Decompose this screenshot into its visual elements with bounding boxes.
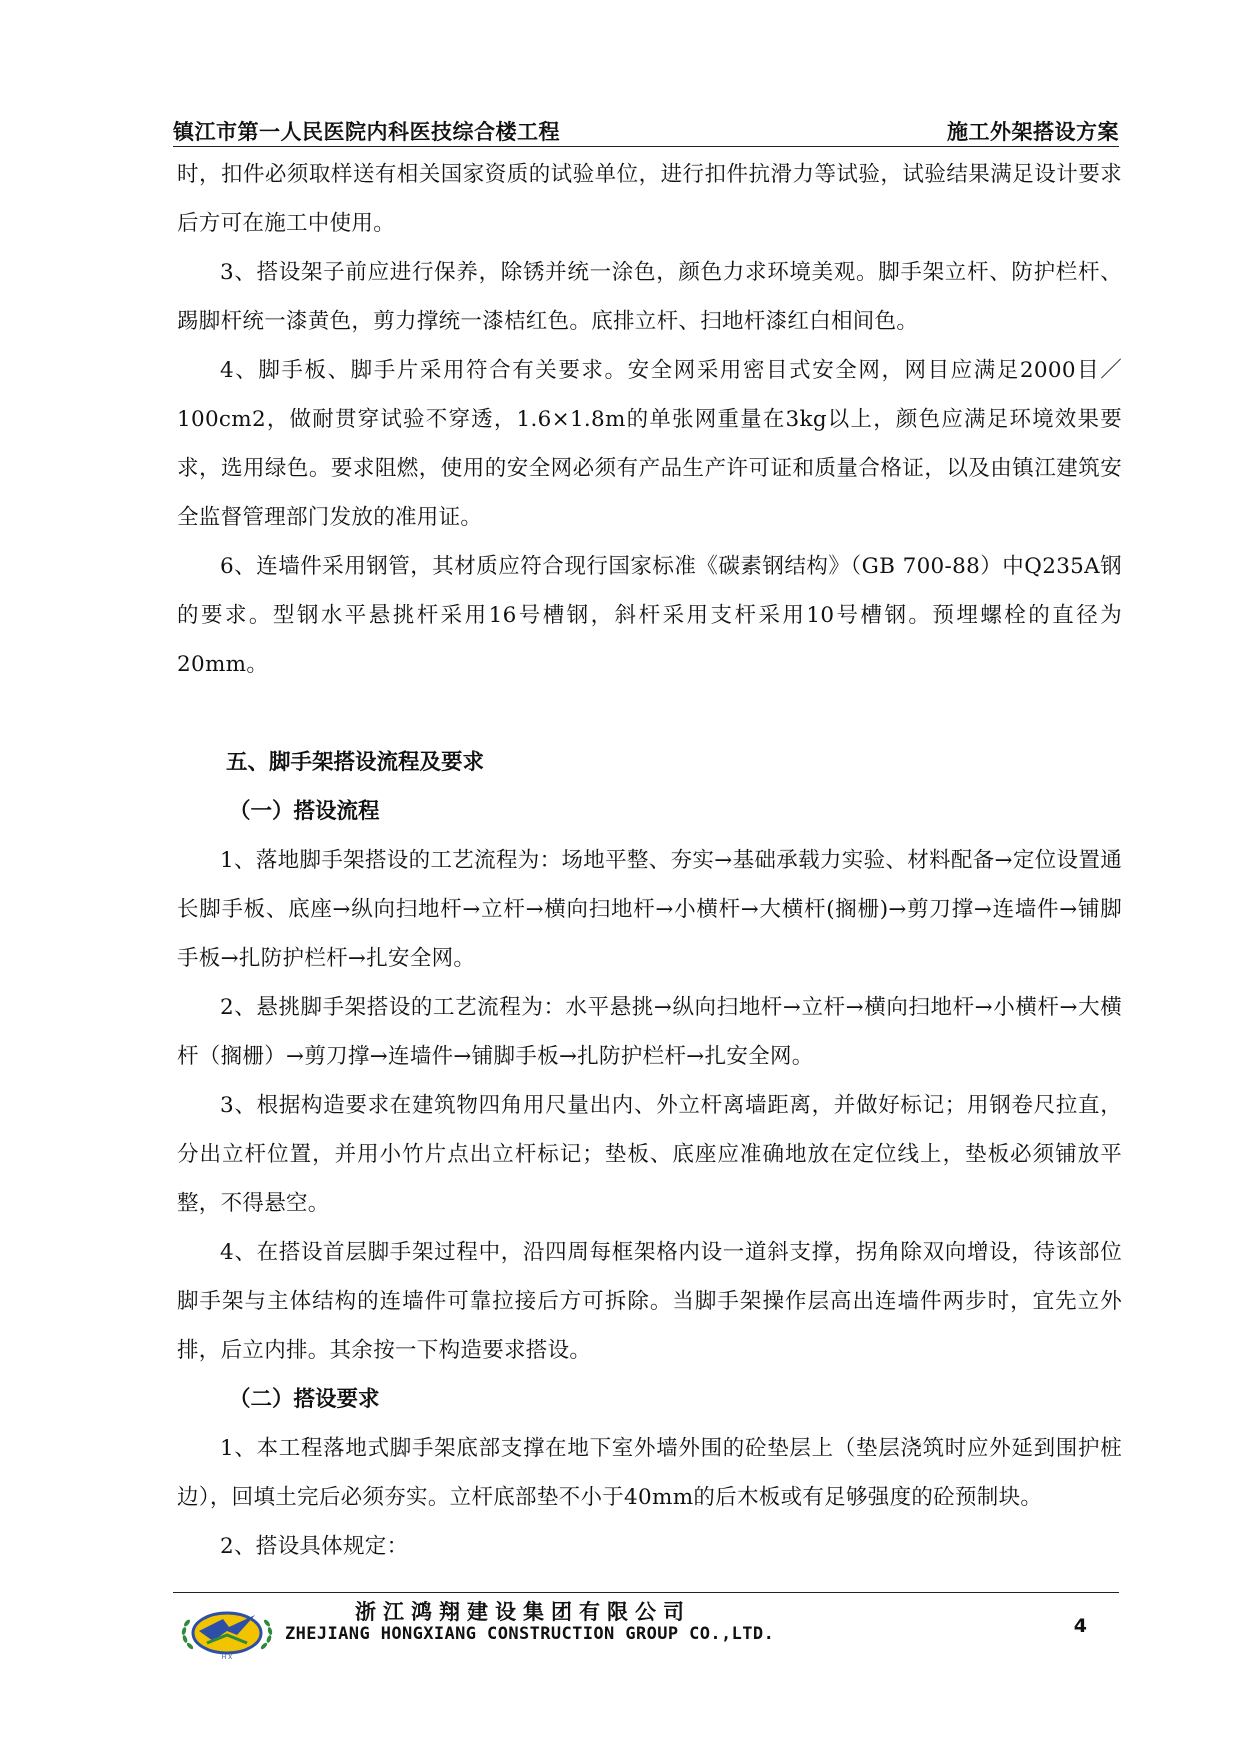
section-spacer bbox=[177, 689, 1122, 738]
subsection-heading-1: （一）搭设流程 bbox=[229, 799, 380, 824]
paragraph-req-2: 2、搭设具体规定： bbox=[220, 1534, 409, 1559]
paragraph-req-1: 1、本工程落地式脚手架底部支撑在地下室外墙外围的砼垫层上（垫层浇筑时应外延到围护桩边），回填土完后必须夯实。立杆底部垫不小于40mm的后木板或有足够强度的砼预制块。 bbox=[177, 1436, 1122, 1510]
company-name-en: ZHEJIANG HONGXIANG CONSTRUCTION GROUP CO.,LTD. bbox=[285, 1624, 775, 1644]
project-title: 镇江市第一人民医院内科医技综合楼工程 bbox=[173, 120, 560, 144]
paragraph-flow-1: 1、落地脚手架搭设的工艺流程为：场地平整、夯实→基础承载力实验、材料配备→定位设置通长脚手板、底座→纵向扫地杆→立杆→横向扫地杆→小横杆→大横杆(搁栅)→剪刀撑→连墙件→铺脚手板→扎防护栏杆→扎安全网。 bbox=[177, 848, 1122, 971]
page-footer bbox=[173, 1592, 1119, 1673]
paragraph-flow-4: 4、在搭设首层脚手架过程中，沿四周每框架格内设一道斜支撑，拐角除双向增设，待该部位脚手架与主体结构的连墙件可靠拉接后方可拆除。当脚手架操作层高出连墙件两步时，宜先立外排，后立内排。其余按一下构造要求搭设。 bbox=[177, 1240, 1122, 1363]
document-body bbox=[177, 150, 1122, 1571]
document-title: 施工外架搭设方案 bbox=[947, 120, 1119, 144]
subsection-heading-2: （二）搭设要求 bbox=[229, 1387, 380, 1412]
paragraph-flow-3: 3、根据构造要求在建筑物四角用尺量出内、外立杆离墙距离，并做好标记；用钢卷尺拉直，分出立杆位置，并用小竹片点出立杆标记；垫板、底座应准确地放在定位线上，垫板必须铺放平整，不得悬空。 bbox=[177, 1093, 1122, 1216]
section-heading: 五、脚手架搭设流程及要求 bbox=[226, 750, 485, 775]
logo-letters: H X bbox=[221, 1654, 233, 1661]
page-header bbox=[173, 112, 1119, 147]
paragraph-item-3: 3、搭设架子前应进行保养，除锈并统一涂色，颜色力求环境美观。脚手架立杆、防护栏杆、踢脚杆统一漆黄色，剪力撑统一漆桔红色。底排立杆、扫地杆漆红白相间色。 bbox=[177, 260, 1122, 334]
company-logo-icon bbox=[177, 1601, 277, 1661]
paragraph-continued: 时，扣件必须取样送有相关国家资质的试验单位，进行扣件抗滑力等试验，试验结果满足设计要求后方可在施工中使用。 bbox=[177, 162, 1122, 236]
paragraph-flow-2: 2、悬挑脚手架搭设的工艺流程为：水平悬挑→纵向扫地杆→立杆→横向扫地杆→小横杆→大横杆（搁栅）→剪刀撑→连墙件→铺脚手板→扎防护栏杆→扎安全网。 bbox=[177, 995, 1122, 1069]
company-name-cn: 浙江鸿翔建设集团有限公司 bbox=[355, 1600, 691, 1624]
page-number: 4 bbox=[1073, 1615, 1087, 1637]
paragraph-item-6: 6、连墙件采用钢管，其材质应符合现行国家标准《碳素钢结构》（GB 700-88）中Q235A钢的要求。型钢水平悬挑杆采用16号槽钢，斜杆采用支杆采用10号槽钢。预埋螺栓的直径为20mm。 bbox=[177, 554, 1122, 677]
paragraph-item-4: 4、脚手板、脚手片采用符合有关要求。安全网采用密目式安全网，网目应满足2000目／100cm2，做耐贯穿试验不穿透，1.6×1.8m的单张网重量在3kg以上，颜色应满足环境效果要求，选用绿色。要求阻燃，使用的安全网必须有产品生产许可证和质量合格证，以及由镇江建筑安全监督管理部门发放的准用证。 bbox=[177, 358, 1122, 530]
